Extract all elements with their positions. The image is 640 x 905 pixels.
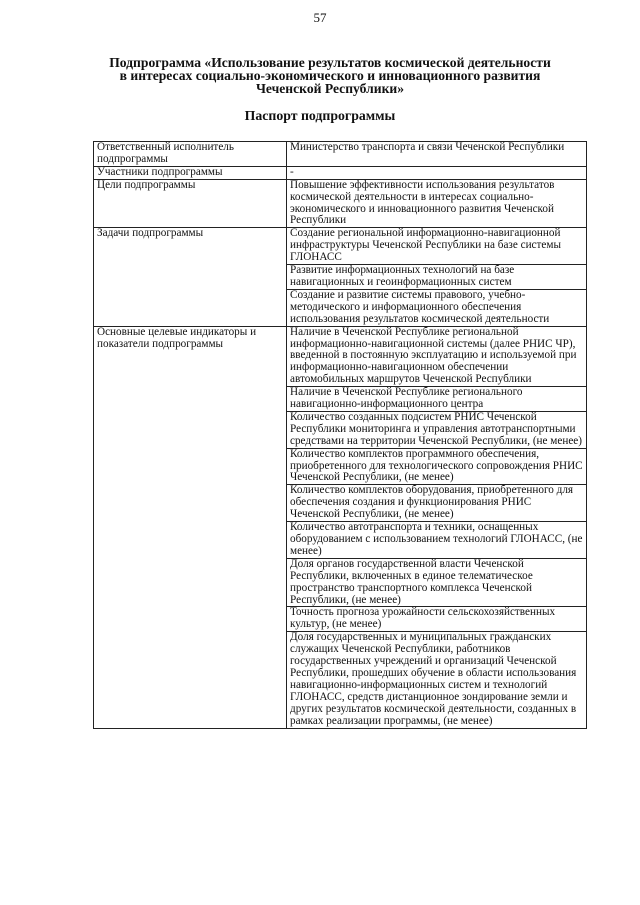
title-line: в интересах социально-экономического и инновационного развития (119, 68, 541, 83)
table-row (94, 142, 587, 167)
row-label: Цели подпрограммы (94, 179, 287, 228)
row-value: Создание и развитие системы правового, учебно-методического и информационного обеспечения использования результатов космической деятельности (287, 289, 587, 326)
table-row (94, 228, 587, 265)
passport-table (93, 141, 587, 729)
passport-heading: Паспорт подпрограммы (244, 108, 396, 123)
row-value: Количество созданных подсистем РНИС Чеченской Республики мониторинга и управления автотранспортными средствами на территории Чеченской Республики, (не менее) (287, 411, 587, 448)
row-value: Доля органов государственной власти Чеченской Республики, включенных в единое телематическое пространство транспортного комплекса Чеченской Республики, (не менее) (287, 558, 587, 607)
table-row (94, 179, 587, 228)
page-number: 57 (313, 10, 327, 25)
row-value: Создание региональной информационно-навигационной инфраструктуры Чеченской Республики на базе системы ГЛОНАСС (287, 228, 587, 265)
row-label: Основные целевые индикаторы и показатели подпрограммы (94, 326, 287, 728)
row-value: Наличие в Чеченской Республике регионального навигационно-информационного центра (287, 387, 587, 412)
table-row (94, 166, 587, 179)
row-value: Министерство транспорта и связи Чеченской Республики (287, 142, 587, 167)
row-label: Задачи подпрограммы (94, 228, 287, 326)
row-value: Количество автотранспорта и техники, оснащенных оборудованием с использованием технологий ГЛОНАСС, (не менее) (287, 522, 587, 559)
row-value: Развитие информационных технологий на базе навигационных и геоинформационных систем (287, 265, 587, 290)
row-value: Точность прогноза урожайности сельскохозяйственных культур, (не менее) (287, 607, 587, 632)
title-line: Подпрограмма «Использование результатов космической деятельности (109, 55, 551, 70)
row-label: Ответственный исполнитель подпрограммы (94, 142, 287, 167)
row-value: Количество комплектов программного обеспечения, приобретенного для технологического сопровождения РНИС Чеченской Республики, (не менее) (287, 448, 587, 485)
row-value: Повышение эффективности использования результатов космической деятельности в интересах социально-экономического и инновационного развития Чеченской Республики (287, 179, 587, 228)
row-value: Доля государственных и муниципальных гражданских служащих Чеченской Республики, работников государственных учреждений и организаций Чеченской Республики, прошедших обучение в области использования навигационно-информационных систем и технологий ГЛОНАСС, средств дистанционное зондирование земли и других результатов космической деятельности, созданных в рамках реализации программы, (не менее) (287, 632, 587, 728)
page-title (80, 56, 580, 95)
row-value: Количество комплектов оборудования, приобретенного для обеспечения создания и функционирования РНИС Чеченской Республики, (не менее) (287, 485, 587, 522)
row-value: - (287, 166, 587, 179)
row-value: Наличие в Чеченской Республике региональной информационно-навигационной системы (далее РНИС ЧР), введенной в постоянную эксплуатацию и используемой при информационно-навигационном обеспечении автомобильных маршрутов Чеченской Республики (287, 326, 587, 387)
row-label: Участники подпрограммы (94, 166, 287, 179)
title-line: Чеченской Республики» (255, 81, 405, 96)
table-row (94, 326, 587, 387)
